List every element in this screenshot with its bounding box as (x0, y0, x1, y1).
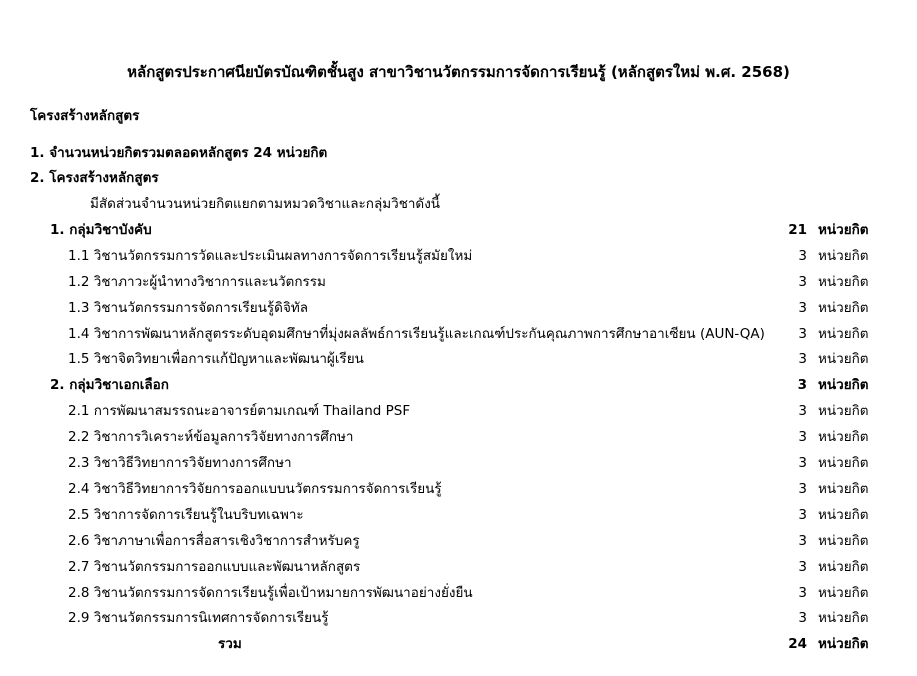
course-row-credits: 3 (798, 585, 807, 601)
course-row-unit: หน่วยกิต (818, 585, 869, 601)
course-row-unit: หน่วยกิต (818, 481, 869, 497)
group-row-label: 1. กลุ่มวิชาบังคับ (50, 222, 152, 238)
group-row (0, 374, 917, 396)
course-row-label: 2.8 วิชานวัตกรรมการจัดการเรียนรู้เพื่อเป้าหมายการพัฒนาอย่างยั่งยืน (68, 585, 473, 601)
course-row-label: 2.6 วิชาภาษาเพื่อการสื่อสารเชิงวิชาการสำหรับครู (68, 533, 360, 549)
course-row-credits: 3 (798, 326, 807, 342)
course-row-credits: 3 (798, 559, 807, 575)
total-row-credits: 24 (788, 636, 807, 652)
course-row (0, 245, 917, 267)
total-row-label: รวม (218, 636, 242, 652)
course-row-label: 2.4 วิชาวิธีวิทยาการวิจัยการออกแบบนวัตกรรมการจัดการเรียนรู้ (68, 481, 442, 497)
course-row-credits: 3 (798, 403, 807, 419)
course-row (0, 348, 917, 370)
course-row-label: 2.9 วิชานวัตกรรมการนิเทศการจัดการเรียนรู้ (68, 610, 329, 626)
course-row-credits: 3 (798, 300, 807, 316)
group-row-label: 2. กลุ่มวิชาเอกเลือก (50, 377, 169, 393)
course-row-label: 1.5 วิชาจิตวิทยาเพื่อการแก้ปัญหาและพัฒนาผู้เรียน (68, 351, 364, 367)
course-row-unit: หน่วยกิต (818, 300, 869, 316)
course-row-unit: หน่วยกิต (818, 326, 869, 342)
total-row-unit: หน่วยกิต (818, 636, 869, 652)
course-row-unit: หน่วยกิต (818, 610, 869, 626)
total-row (0, 633, 917, 655)
course-row-unit: หน่วยกิต (818, 403, 869, 419)
course-row-label: 2.5 วิชาการจัดการเรียนรู้ในบริบทเฉพาะ (68, 507, 304, 523)
group-row (0, 219, 917, 241)
course-row-unit: หน่วยกิต (818, 559, 869, 575)
course-row (0, 297, 917, 319)
course-row-unit: หน่วยกิต (818, 351, 869, 367)
course-row (0, 478, 917, 500)
course-row-label: 1.3 วิชานวัตกรรมการจัดการเรียนรู้ดิจิทัล (68, 300, 309, 316)
structure-item: 2. โครงสร้างหลักสูตร (30, 170, 159, 186)
course-row-unit: หน่วยกิต (818, 455, 869, 471)
course-row-label: 2.2 วิชาการวิเคราะห์ข้อมูลการวิจัยทางการศึกษา (68, 429, 354, 445)
course-row (0, 426, 917, 448)
course-row-credits: 3 (798, 248, 807, 264)
course-row-label: 2.7 วิชานวัตกรรมการออกแบบและพัฒนาหลักสูตร (68, 559, 361, 575)
course-row-label: 1.2 วิชาภาวะผู้นำทางวิชาการและนวัตกรรม (68, 274, 326, 290)
course-row-credits: 3 (798, 351, 807, 367)
course-row-credits: 3 (798, 533, 807, 549)
course-row-unit: หน่วยกิต (818, 248, 869, 264)
course-row-unit: หน่วยกิต (818, 274, 869, 290)
course-row (0, 556, 917, 578)
course-row-label: 2.3 วิชาวิธีวิทยาการวิจัยทางการศึกษา (68, 455, 292, 471)
group-row-unit: หน่วยกิต (818, 377, 869, 393)
course-row (0, 504, 917, 526)
course-row-label: 1.1 วิชานวัตกรรมการวัดและประเมินผลทางการจัดการเรียนรู้สมัยใหม่ (68, 248, 473, 264)
course-row-unit: หน่วยกิต (818, 429, 869, 445)
course-row (0, 323, 917, 345)
section-heading: โครงสร้างหลักสูตร (30, 108, 140, 124)
course-row-credits: 3 (798, 429, 807, 445)
course-row (0, 530, 917, 552)
course-row (0, 582, 917, 604)
course-row (0, 607, 917, 629)
course-row-unit: หน่วยกิต (818, 533, 869, 549)
course-row (0, 452, 917, 474)
course-row-credits: 3 (798, 455, 807, 471)
course-row-label: 1.4 วิชาการพัฒนาหลักสูตรระดับอุดมศึกษาที่มุ่งผลลัพธ์การเรียนรู้และเกณฑ์ประกันคุณภาพการศึกษาอาเซียน (AUN-QA) (68, 326, 765, 342)
group-row-unit: หน่วยกิต (818, 222, 869, 238)
course-row-label: 2.1 การพัฒนาสมรรถนะอาจารย์ตามเกณฑ์ Thailand PSF (68, 403, 411, 419)
course-row (0, 400, 917, 422)
course-row-credits: 3 (798, 274, 807, 290)
total-credits-item: 1. จำนวนหน่วยกิตรวมตลอดหลักสูตร 24 หน่วยกิต (30, 145, 328, 161)
group-row-credits: 3 (797, 377, 807, 393)
course-row-credits: 3 (798, 481, 807, 497)
course-row-credits: 3 (798, 507, 807, 523)
course-row-unit: หน่วยกิต (818, 507, 869, 523)
intro-text: มีสัดส่วนจำนวนหน่วยกิตแยกตามหมวดวิชาและกลุ่มวิชาดังนี้ (90, 196, 441, 212)
group-row-credits: 21 (788, 222, 807, 238)
course-row (0, 271, 917, 293)
course-row-credits: 3 (798, 610, 807, 626)
document-title: หลักสูตรประกาศนียบัตรบัณฑิตชั้นสูง สาขาวิชานวัตกรรมการจัดการเรียนรู้ (หลักสูตรใหม่ พ.ศ. 2568) (127, 63, 790, 81)
